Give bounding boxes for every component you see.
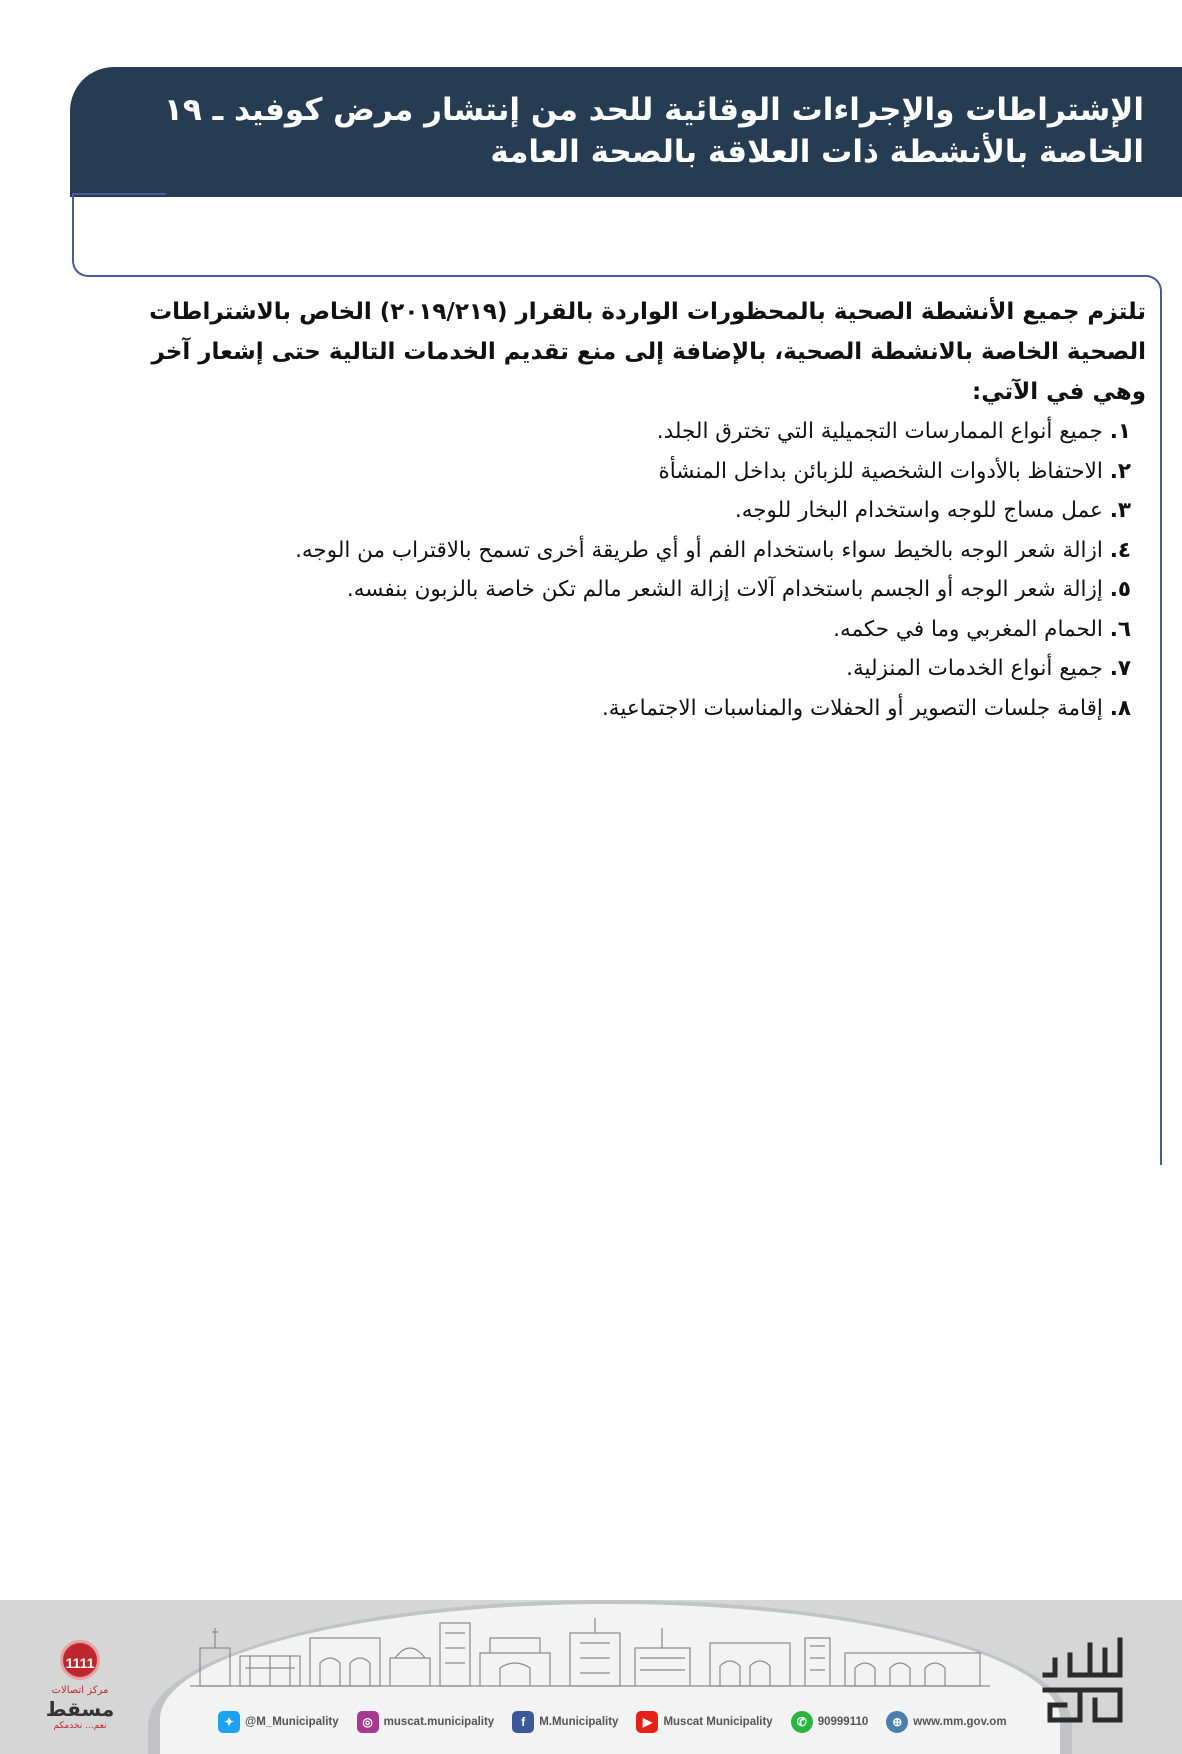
frame-bracket bbox=[72, 193, 166, 277]
intro-line: الصحية الخاصة بالانشطة الصحية، بالإضافة إلى منع تقديم الخدمات التالية حتى إشعار آخر bbox=[151, 339, 1146, 365]
whatsapp-icon: ✆ bbox=[791, 1711, 813, 1733]
footer-band bbox=[0, 1600, 1182, 1754]
social-whatsapp[interactable]: ✆ 90999110 bbox=[791, 1711, 869, 1733]
social-website[interactable]: ⊕ www.mm.gov.om bbox=[886, 1711, 1006, 1733]
list-item: ٤. ازالة شعر الوجه بالخيط سواء باستخدام الفم أو أي طريقة أخرى تسمح بالاقتراب من الوجه. bbox=[295, 537, 1131, 563]
social-facebook[interactable]: f M.Municipality bbox=[512, 1711, 618, 1733]
list-item: ٥. إزالة شعر الوجه أو الجسم باستخدام آلات إزالة الشعر مالم تكن خاصة بالزبون بنفسه. bbox=[346, 577, 1131, 602]
twitter-icon: ✦ bbox=[218, 1711, 240, 1733]
title-line-1: الإشتراطات والإجراءات الوقائية للحد من إنتشار مرض كوفيد ـ ١٩ bbox=[164, 92, 1144, 128]
instagram-icon: ◎ bbox=[357, 1711, 379, 1733]
social-twitter[interactable]: ✦ @M_Municipality bbox=[218, 1711, 339, 1733]
list-item: ١. جميع أنواع الممارسات التجميلية التي تخترق الجلد. bbox=[656, 419, 1131, 444]
social-instagram[interactable]: ◎ muscat.municipality bbox=[357, 1711, 495, 1733]
youtube-icon: ▶ bbox=[636, 1711, 658, 1733]
document-body bbox=[50, 292, 1146, 728]
social-youtube[interactable]: ▶ Muscat Municipality bbox=[636, 1711, 772, 1733]
globe-icon: ⊕ bbox=[886, 1711, 908, 1733]
call-center-number: 1111 bbox=[60, 1640, 100, 1680]
frame-right-edge bbox=[1145, 275, 1162, 1165]
list-item: ٨. إقامة جلسات التصوير أو الحفلات والمناسبات الاجتماعية. bbox=[601, 695, 1131, 721]
call-center-slogan: نعم... نخدمكم bbox=[53, 1721, 107, 1731]
intro-line: تلتزم جميع الأنشطة الصحية بالمحظورات الواردة بالقرار (٢٠١٩/٢١٩) الخاص بالاشتراطات bbox=[149, 299, 1146, 325]
facebook-icon: f bbox=[512, 1711, 534, 1733]
prohibited-services-list bbox=[50, 412, 1146, 728]
list-item: ٧. جميع أنواع الخدمات المنزلية. bbox=[846, 656, 1131, 681]
muscat-skyline-illustration bbox=[190, 1608, 990, 1688]
list-item: ٣. عمل مساج للوجه واستخدام البخار للوجه. bbox=[734, 498, 1131, 523]
intro-line: وهي في الآتي: bbox=[972, 379, 1146, 405]
social-links bbox=[218, 1708, 1007, 1736]
list-item: ٢. الاحتفاظ بالأدوات الشخصية للزبائن بداخل المنشأة bbox=[658, 458, 1131, 484]
intro-paragraph bbox=[50, 292, 1146, 412]
title-banner bbox=[70, 67, 1182, 197]
frame-rule bbox=[166, 275, 1146, 277]
title-line-2: الخاصة بالأنشطة ذات العلاقة بالصحة العامة bbox=[490, 134, 1144, 170]
call-center-label: مركز اتصالات bbox=[51, 1685, 109, 1696]
muscat-municipality-logo bbox=[1035, 1630, 1135, 1730]
list-item: ٦. الحمام المغربي وما في حكمه. bbox=[833, 616, 1131, 642]
call-center-city: مسقط bbox=[45, 1697, 115, 1721]
call-center-badge bbox=[40, 1640, 120, 1740]
